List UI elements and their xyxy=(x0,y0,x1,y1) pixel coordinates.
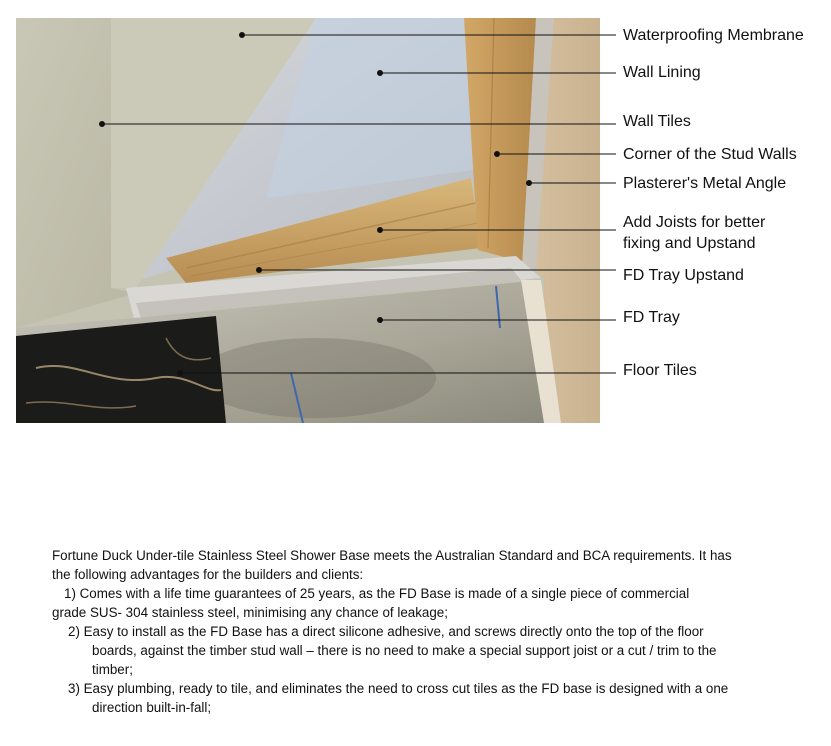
dot-fd-tray-upstand xyxy=(257,268,262,273)
advantage-2-line-3: timber; xyxy=(92,662,133,677)
label-wall-lining: Wall Lining xyxy=(623,64,701,81)
intro-line-2: the following advantages for the builders and clients: xyxy=(52,567,364,582)
label-add-joists-line2: fixing and Upstand xyxy=(623,235,756,252)
dot-floor-tiles xyxy=(178,371,183,376)
label-plasterers-metal-angle: Plasterer's Metal Angle xyxy=(623,175,787,192)
label-waterproofing-membrane: Waterproofing Membrane xyxy=(623,27,804,44)
dot-wall-tiles xyxy=(100,122,105,127)
product-description xyxy=(52,546,772,717)
advantage-2 xyxy=(52,622,772,679)
dot-wall-lining xyxy=(378,71,383,76)
advantage-2-line-1: 2) Easy to install as the FD Base has a direct silicone adhesive, and screws directly onto the top of the floor xyxy=(68,624,704,639)
advantage-3-line-1: 3) Easy plumbing, ready to tile, and eliminates the need to cross cut tiles as the FD base is designed with a one xyxy=(68,681,729,696)
intro-line-1: Fortune Duck Under-tile Stainless Steel Shower Base meets the Australian Standard and BCA requirements. It has xyxy=(52,548,732,563)
advantage-2-line-2: boards, against the timber stud wall – there is no need to make a special support joist or a cut / trim to the xyxy=(92,643,717,658)
dot-plasterers-metal-angle xyxy=(527,181,532,186)
dot-waterproofing-membrane xyxy=(240,33,245,38)
advantage-1-line-2: grade SUS- 304 stainless steel, minimising any chance of leakage; xyxy=(52,605,448,620)
label-add-joists xyxy=(623,212,765,254)
dot-add-joists xyxy=(378,228,383,233)
advantage-3-line-2: direction built-in-fall; xyxy=(92,700,212,715)
advantage-3 xyxy=(52,679,772,717)
label-fd-tray: FD Tray xyxy=(623,309,680,326)
label-corner-of-stud-walls: Corner of the Stud Walls xyxy=(623,146,797,163)
dot-fd-tray xyxy=(378,318,383,323)
label-floor-tiles: Floor Tiles xyxy=(623,362,697,379)
label-add-joists-line1: Add Joists for better xyxy=(623,214,766,231)
advantage-1-line-1: 1) Comes with a life time guarantees of 25 years, as the FD Base is made of a single piece of commercial xyxy=(64,586,690,601)
label-fd-tray-upstand: FD Tray Upstand xyxy=(623,267,744,284)
label-wall-tiles: Wall Tiles xyxy=(623,113,691,130)
dot-corner-of-stud-walls xyxy=(495,152,500,157)
